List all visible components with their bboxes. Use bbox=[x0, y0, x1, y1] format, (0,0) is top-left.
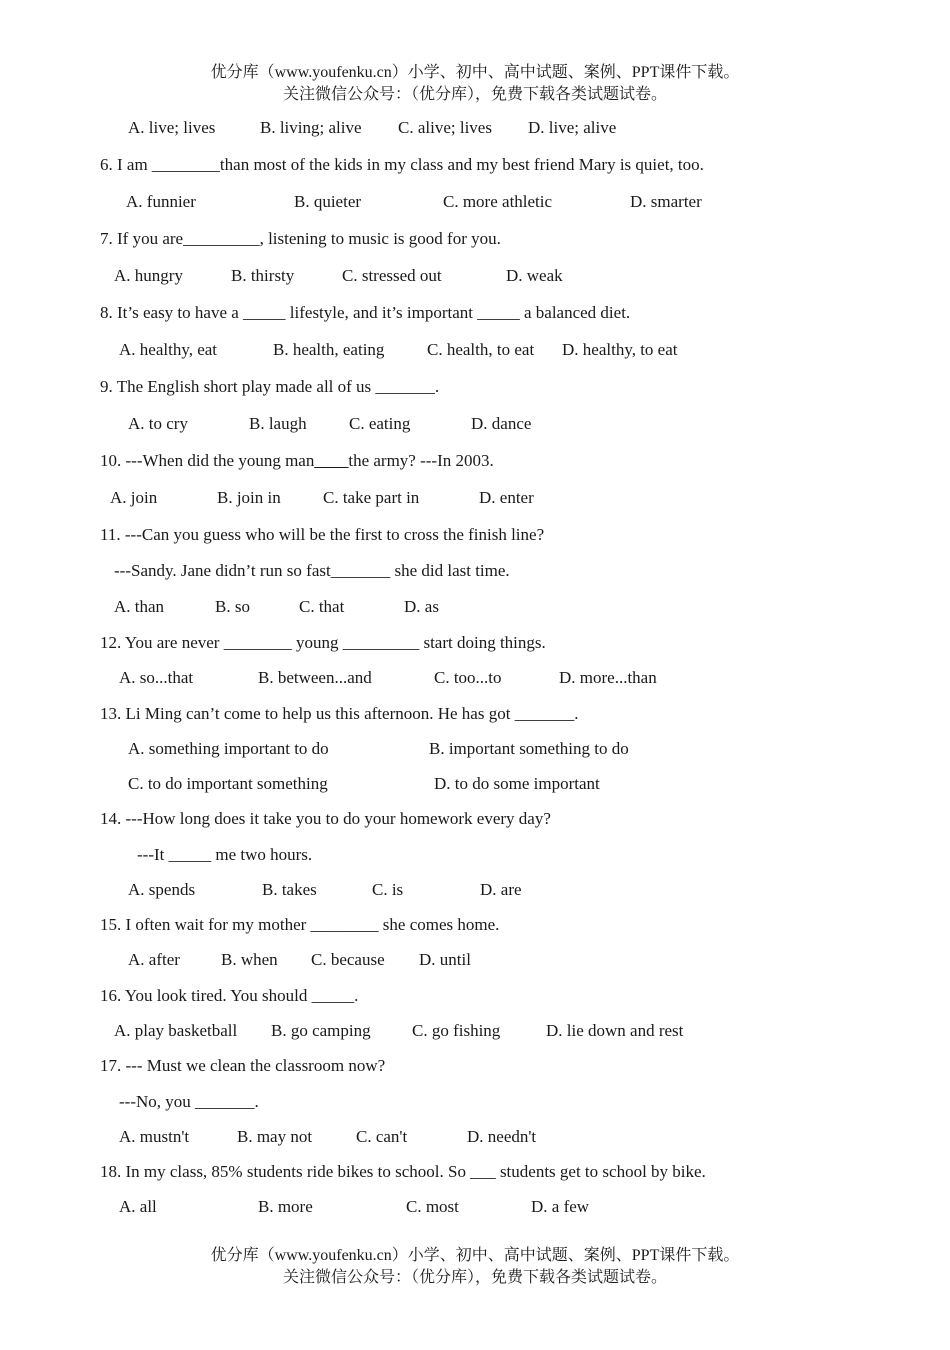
q8-option-b: B. health, eating bbox=[273, 340, 385, 359]
q5-option-c: C. alive; lives bbox=[398, 118, 492, 137]
q12-option-c: C. too...to bbox=[434, 668, 502, 687]
q13-option-d: D. to do some important bbox=[434, 774, 600, 793]
q10-text-start: 10. ---When did the young man bbox=[100, 451, 315, 470]
q14-option-d: D. are bbox=[480, 880, 522, 899]
q11-option-c: C. that bbox=[299, 597, 345, 616]
q15-option-a: A. after bbox=[128, 950, 180, 969]
q11-option-b: B. so bbox=[215, 597, 250, 616]
q11-option-d: D. as bbox=[404, 597, 439, 616]
q18-option-a: A. all bbox=[119, 1197, 157, 1216]
q17-text: 17. --- Must we clean the classroom now? bbox=[100, 1056, 386, 1075]
q12-option-d: D. more...than bbox=[559, 668, 657, 687]
q15-text: 15. I often wait for my mother ________ she comes home. bbox=[100, 915, 500, 934]
q18-option-c: C. most bbox=[406, 1197, 459, 1216]
q5-option-d: D. live; alive bbox=[528, 118, 617, 137]
q13-option-c: C. to do important something bbox=[128, 774, 328, 793]
q6-option-d: D. smarter bbox=[630, 192, 702, 211]
q7-option-c: C. stressed out bbox=[342, 266, 442, 285]
q7-option-b: B. thirsty bbox=[231, 266, 295, 285]
q16-option-c: C. go fishing bbox=[412, 1021, 501, 1040]
q14-option-c: C. is bbox=[372, 880, 404, 899]
q16-option-b: B. go camping bbox=[271, 1021, 371, 1040]
q6-option-a: A. funnier bbox=[126, 192, 196, 211]
q9-text: 9. The English short play made all of us _______. bbox=[100, 377, 440, 396]
q13-option-b: B. important something to do bbox=[429, 739, 629, 758]
q8-text: 8. It’s easy to have a _____ lifestyle, and it’s important _____ a balanced diet. bbox=[100, 303, 631, 322]
q15-option-c: C. because bbox=[311, 950, 385, 969]
header-line-1: 优分库（www.youfenku.cn）小学、初中、高中试题、案例、PPT课件下载。 bbox=[210, 64, 740, 81]
q14-option-b: B. takes bbox=[262, 880, 317, 899]
q12-option-b: B. between...and bbox=[258, 668, 372, 687]
q10-option-b: B. join in bbox=[217, 488, 281, 507]
q5-option-b: B. living; alive bbox=[260, 118, 362, 137]
q6-option-b: B. quieter bbox=[294, 192, 362, 211]
q11-text-2: ---Sandy. Jane didn’t run so fast_______ she did last time. bbox=[114, 561, 510, 580]
q6-option-c: C. more athletic bbox=[443, 192, 553, 211]
q10-option-d: D. enter bbox=[479, 488, 534, 507]
q17-text-2: ---No, you _______. bbox=[119, 1092, 259, 1111]
q9-option-d: D. dance bbox=[471, 414, 532, 433]
q6-text: 6. I am ________than most of the kids in my class and my best friend Mary is quiet, too. bbox=[100, 155, 704, 174]
q15-option-b: B. when bbox=[221, 950, 278, 969]
q16-text: 16. You look tired. You should _____. bbox=[100, 986, 359, 1005]
q16-option-d: D. lie down and rest bbox=[546, 1021, 684, 1040]
q14-option-a: A. spends bbox=[128, 880, 196, 899]
footer-line-2: 关注微信公众号：（优分库），免费下载各类试题试卷。 bbox=[282, 1269, 667, 1286]
q15-option-d: D. until bbox=[419, 950, 471, 969]
q9-option-c: C. eating bbox=[349, 414, 411, 433]
q10-text bbox=[100, 451, 494, 471]
q17-option-d: D. needn't bbox=[467, 1127, 537, 1146]
q14-text-2: ---It _____ me two hours. bbox=[137, 845, 313, 864]
q13-option-a: A. something important to do bbox=[128, 739, 329, 758]
q7-option-a: A. hungry bbox=[114, 266, 183, 285]
q7-text: 7. If you are_________, listening to music is good for you. bbox=[100, 229, 501, 248]
q11-option-a: A. than bbox=[114, 597, 165, 616]
q9-option-a: A. to cry bbox=[128, 414, 188, 433]
header-line-2: 关注微信公众号：（优分库），免费下载各类试题试卷。 bbox=[282, 86, 667, 103]
q14-text: 14. ---How long does it take you to do your homework every day? bbox=[100, 809, 551, 828]
q11-text: 11. ---Can you guess who will be the first to cross the finish line? bbox=[100, 525, 545, 544]
q10-text-end: the army? ---In 2003. bbox=[348, 451, 494, 470]
q10-blank: ____ bbox=[314, 451, 349, 470]
q12-option-a: A. so...that bbox=[119, 668, 194, 687]
q8-option-c: C. health, to eat bbox=[427, 340, 535, 359]
q18-text: 18. In my class, 85% students ride bikes to school. So ___ students get to school by bike. bbox=[100, 1162, 706, 1181]
q9-option-b: B. laugh bbox=[249, 414, 307, 433]
q10-option-a: A. join bbox=[110, 488, 158, 507]
q17-option-c: C. can't bbox=[356, 1127, 408, 1146]
footer-line-1: 优分库（www.youfenku.cn）小学、初中、高中试题、案例、PPT课件下载。 bbox=[210, 1247, 740, 1264]
q18-option-d: D. a few bbox=[531, 1197, 590, 1216]
q12-text: 12. You are never ________ young _________ start doing things. bbox=[100, 633, 546, 652]
q16-option-a: A. play basketball bbox=[114, 1021, 238, 1040]
q8-option-a: A. healthy, eat bbox=[119, 340, 218, 359]
q13-text: 13. Li Ming can’t come to help us this afternoon. He has got _______. bbox=[100, 704, 579, 723]
q17-option-a: A. mustn't bbox=[119, 1127, 190, 1146]
q18-option-b: B. more bbox=[258, 1197, 313, 1216]
q8-option-d: D. healthy, to eat bbox=[562, 340, 678, 359]
q10-option-c: C. take part in bbox=[323, 488, 420, 507]
q17-option-b: B. may not bbox=[237, 1127, 313, 1146]
q5-option-a: A. live; lives bbox=[128, 118, 216, 137]
q7-option-d: D. weak bbox=[506, 266, 563, 285]
